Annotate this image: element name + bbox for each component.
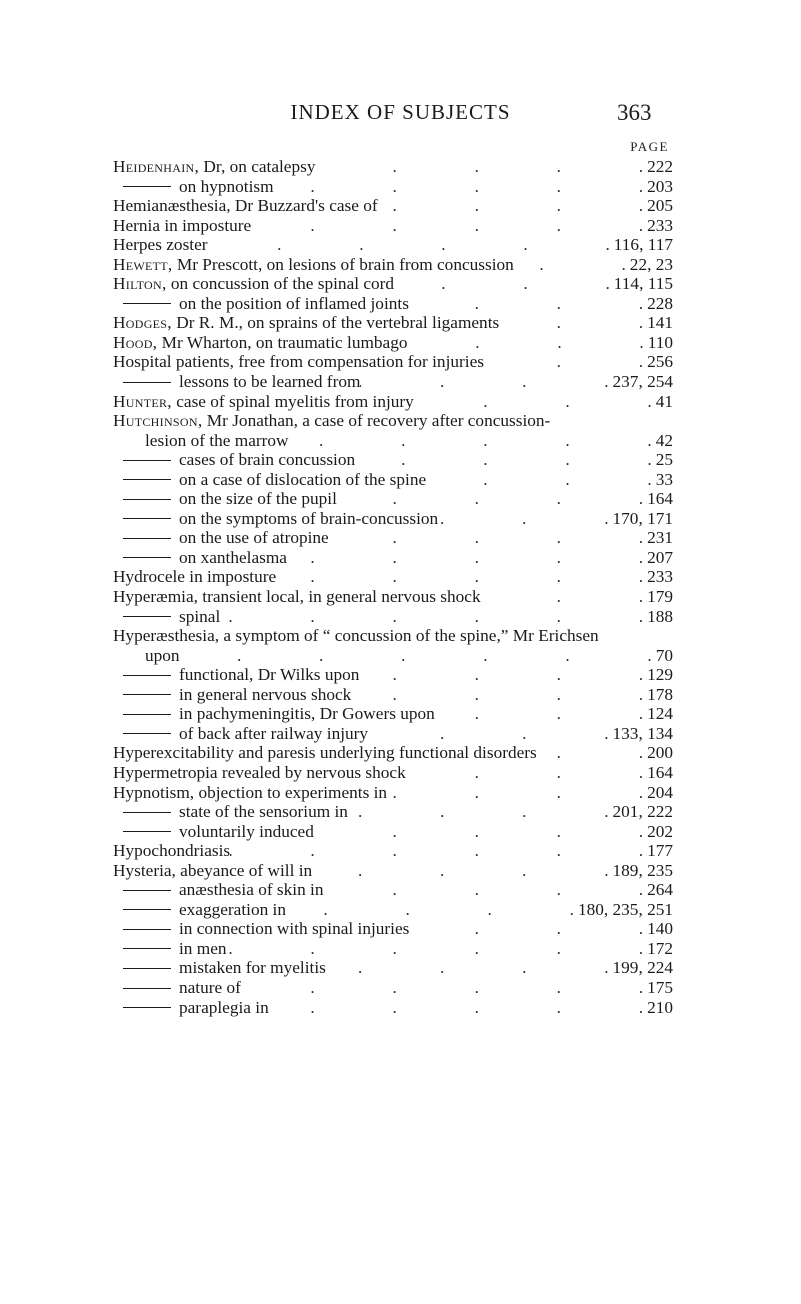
dot-leader (180, 646, 652, 666)
index-entry (113, 861, 673, 881)
entry-description: in pachymeningitis, Dr Gowers upon (179, 704, 435, 724)
dot-leader (408, 333, 644, 353)
dot-leader (323, 880, 643, 900)
entry-description: Hernia in imposture (113, 215, 252, 235)
index-entry (113, 216, 673, 236)
entry-pages: 141 (647, 313, 673, 333)
entry-text (123, 177, 274, 197)
entry-description: Hydrocele in imposture (113, 567, 277, 587)
index-entry (113, 880, 673, 900)
dot-leader (537, 743, 643, 763)
entry-text (113, 352, 484, 372)
index-entry (113, 431, 673, 451)
entry-name: Hutchinson, (113, 411, 203, 431)
entry-text (113, 567, 276, 587)
dot-leader (314, 822, 643, 842)
entry-description: Hyperæsthesia, a symptom of “ concussion of the spine,” Mr Erichsen (113, 626, 599, 646)
entry-pages: 207 (647, 547, 673, 567)
index-entry (113, 724, 673, 744)
ditto-dash (123, 733, 171, 734)
running-header (0, 100, 801, 132)
index-entry (113, 939, 673, 959)
dot-leader (355, 450, 652, 470)
entry-text (113, 587, 481, 607)
index-entry (113, 352, 673, 372)
entry-description: upon (145, 645, 180, 665)
entry-description: Dr R. M., on sprains of the vertebral ligaments (171, 313, 500, 333)
ditto-dash (123, 518, 171, 519)
entry-pages: 116, 117 (613, 235, 673, 255)
entry-pages: 22, 23 (629, 254, 673, 274)
entry-text (113, 841, 230, 861)
entry-text (123, 294, 409, 314)
entry-pages: 124 (647, 704, 673, 724)
ditto-dash (123, 831, 171, 832)
index-entry (113, 685, 673, 705)
index-entry (113, 665, 673, 685)
dot-leader (274, 177, 644, 197)
entry-pages: 199, 224 (612, 958, 673, 978)
index-entry (113, 333, 673, 353)
dot-leader (435, 704, 643, 724)
page-column-heading: PAGE (630, 139, 669, 154)
entry-description: Mr Jonathan, a case of recovery after concussion- (202, 411, 551, 431)
entry-pages: 110 (647, 332, 673, 352)
entry-description: Mr Wharton, on traumatic lumbago (157, 332, 408, 352)
dot-leader (438, 509, 608, 529)
index-entry (113, 587, 673, 607)
entry-pages: 129 (647, 665, 673, 685)
index-entry (113, 294, 673, 314)
ditto-dash (123, 968, 171, 969)
index-entry (113, 255, 673, 275)
ditto-dash (123, 460, 171, 461)
entry-description: case of spinal myelitis from injury (171, 391, 414, 411)
entry-description: Hospital patients, free from compensation for injuries (113, 352, 484, 372)
entry-text (123, 489, 337, 509)
dot-leader (241, 978, 643, 998)
entry-description: on the use of atropine (179, 528, 329, 548)
ditto-dash (123, 909, 171, 910)
index-entry (113, 313, 673, 333)
index-entry (113, 509, 673, 529)
entry-text (123, 822, 314, 842)
entry-description: exaggeration in (179, 899, 287, 919)
index-entry (113, 196, 673, 216)
dot-leader (484, 352, 643, 372)
dot-leader (414, 392, 652, 412)
index-entry (113, 411, 673, 431)
entry-pages: 175 (647, 977, 673, 997)
entry-text (113, 216, 251, 236)
dot-leader (329, 528, 643, 548)
index-entry (113, 157, 673, 177)
entry-list (113, 157, 673, 1017)
index-entry (113, 704, 673, 724)
page-title: INDEX OF SUBJECTS (290, 100, 511, 124)
dot-leader (316, 157, 644, 177)
entry-text (145, 646, 180, 666)
entry-pages: 180, 235, 251 (577, 899, 673, 919)
dot-leader (426, 470, 652, 490)
dot-leader (378, 196, 643, 216)
entry-pages: 178 (647, 684, 673, 704)
entry-name: Hilton, (113, 274, 167, 294)
dot-leader (409, 919, 643, 939)
entry-text (113, 255, 514, 275)
page-number: 363 (617, 100, 652, 125)
ditto-dash (123, 382, 171, 383)
dot-leader (227, 939, 644, 959)
entry-pages: 164 (647, 489, 673, 509)
entry-pages: 114, 115 (613, 274, 673, 294)
index-entry (113, 763, 673, 783)
entry-description: on xanthelasma (179, 547, 287, 567)
dot-leader (359, 665, 643, 685)
dot-leader (360, 372, 608, 392)
dot-leader (208, 235, 610, 255)
dot-leader (406, 763, 643, 783)
dot-leader (499, 313, 643, 333)
entry-text (123, 665, 359, 685)
entry-text (113, 333, 408, 353)
entry-description: nature of (179, 977, 241, 997)
entry-text (123, 450, 355, 470)
entry-description: state of the sensorium in (179, 802, 348, 822)
index-entry (113, 548, 673, 568)
index-entry (113, 235, 673, 255)
entry-description: of back after railway injury (179, 723, 369, 743)
entry-description: on the size of the pupil (179, 489, 337, 509)
index-entry (113, 998, 673, 1018)
index-entry (113, 900, 673, 920)
index-entry (113, 392, 673, 412)
index-entry (113, 489, 673, 509)
entry-text (123, 685, 351, 705)
entry-text (113, 783, 387, 803)
index-entry (113, 274, 673, 294)
index-entry (113, 626, 673, 646)
entry-description: in connection with spinal injuries (179, 919, 410, 939)
entry-pages: 256 (647, 352, 673, 372)
ditto-dash (123, 675, 171, 676)
entry-description: in men (179, 938, 227, 958)
entry-text (113, 313, 499, 333)
entry-text (113, 626, 599, 646)
entry-pages: 201, 222 (612, 802, 673, 822)
entry-text (123, 372, 360, 392)
entry-pages: 70 (655, 645, 673, 665)
entry-pages: 204 (647, 782, 673, 802)
ditto-dash (123, 538, 171, 539)
entry-pages: 210 (647, 997, 673, 1017)
index-entry (113, 743, 673, 763)
dot-leader (409, 294, 643, 314)
entry-text (123, 528, 329, 548)
entry-description: lesion of the marrow (145, 430, 289, 450)
index-entry (113, 470, 673, 490)
entry-text (113, 157, 316, 177)
dot-leader (348, 802, 609, 822)
ditto-dash (123, 694, 171, 695)
dot-leader (481, 587, 643, 607)
entry-name: Hodges, (113, 313, 172, 333)
ditto-dash (123, 988, 171, 989)
entry-pages: 170, 171 (612, 508, 673, 528)
index-entry (113, 372, 673, 392)
entry-text (123, 880, 323, 900)
entry-text (123, 470, 426, 490)
entry-text (113, 392, 414, 412)
entry-description: anæsthesia of skin in (179, 880, 324, 900)
entry-text (113, 861, 312, 881)
entry-pages: 228 (647, 293, 673, 313)
entry-text (123, 919, 409, 939)
index-entry (113, 802, 673, 822)
entry-text (123, 939, 227, 959)
ditto-dash (123, 890, 171, 891)
entry-text (123, 704, 435, 724)
entry-description: Hypochondriasis (113, 841, 231, 861)
index-entry (113, 958, 673, 978)
entry-description: Hysteria, abeyance of will in (113, 860, 313, 880)
entry-pages: 200 (647, 743, 673, 763)
entry-pages: 33 (655, 469, 673, 489)
dot-leader (276, 567, 643, 587)
dot-leader (351, 685, 643, 705)
entry-text (123, 802, 348, 822)
entry-text (113, 274, 394, 294)
entry-description: on the position of inflamed joints (179, 293, 409, 313)
entry-name: Hood, (113, 332, 158, 352)
entry-text (113, 743, 537, 763)
entry-description: voluntarily induced (179, 821, 314, 841)
entry-description: on hypnotism (179, 176, 274, 196)
index-entry (113, 567, 673, 587)
index-entry (113, 528, 673, 548)
dot-leader (394, 274, 610, 294)
dot-leader (251, 216, 643, 236)
index-entry (113, 450, 673, 470)
entry-pages: 140 (647, 919, 673, 939)
entry-text (123, 509, 438, 529)
entry-pages: 222 (647, 157, 673, 176)
entry-description: lessons to be learned from (179, 372, 361, 392)
index-entry (113, 841, 673, 861)
entry-pages: 264 (647, 880, 673, 900)
index-entry (113, 646, 673, 666)
entry-description: mistaken for myelitis (179, 958, 326, 978)
entry-pages: 172 (647, 938, 673, 958)
ditto-dash (123, 714, 171, 715)
dot-leader (368, 724, 608, 744)
entry-pages: 205 (647, 196, 673, 216)
entry-text (113, 235, 208, 255)
entry-description: in general nervous shock (179, 684, 352, 704)
entry-pages: 177 (647, 841, 673, 861)
entry-text (113, 411, 550, 431)
entry-text (123, 607, 220, 627)
entry-pages: 25 (655, 450, 673, 470)
entry-description: on the symptoms of brain-concussion (179, 508, 439, 528)
dot-leader (220, 607, 643, 627)
entry-name: Hunter, (113, 391, 172, 411)
ditto-dash (123, 616, 171, 617)
index-entries (113, 139, 673, 1017)
entry-pages: 41 (655, 391, 673, 411)
entry-description: Hyperexcitability and paresis underlying functional disorders (113, 743, 537, 763)
ditto-dash (123, 1007, 171, 1008)
ditto-dash (123, 812, 171, 813)
dot-leader (514, 255, 626, 275)
entry-description: on concussion of the spinal cord (166, 274, 395, 294)
dot-leader (287, 548, 643, 568)
dot-leader (286, 900, 574, 920)
dot-leader (289, 431, 652, 451)
entry-pages: 233 (647, 567, 673, 587)
dot-leader (337, 489, 643, 509)
entry-description: Hyperæmia, transient local, in general nervous shock (113, 587, 481, 607)
index-entry (113, 177, 673, 197)
entry-description: Hemianæsthesia, Dr Buzzard's case of (113, 196, 378, 216)
entry-description: Hypnotism, objection to experiments in (113, 782, 388, 802)
ditto-dash (123, 948, 171, 949)
index-entry (113, 919, 673, 939)
index-entry (113, 978, 673, 998)
entry-description: Herpes zoster (113, 235, 208, 255)
entry-text (123, 998, 269, 1018)
entry-description: cases of brain concussion (179, 450, 356, 470)
dot-leader (387, 783, 643, 803)
entry-description: on a case of dislocation of the spine (179, 469, 427, 489)
entry-description: paraplegia in (179, 997, 269, 1017)
entry-text (123, 548, 287, 568)
entry-description: functional, Dr Wilks upon (179, 665, 360, 685)
entry-description: spinal (179, 606, 221, 626)
entry-description: Mr Prescott, on lesions of brain from concussion (172, 254, 514, 274)
entry-name: Hewett, (113, 254, 173, 274)
entry-pages: 179 (647, 587, 673, 607)
dot-leader (230, 841, 643, 861)
entry-pages: 233 (647, 215, 673, 235)
ditto-dash (123, 479, 171, 480)
entry-pages: 42 (655, 430, 673, 450)
index-entry (113, 822, 673, 842)
entry-pages: 164 (647, 762, 673, 782)
entry-pages: 237, 254 (612, 372, 673, 392)
entry-pages: 188 (647, 606, 673, 626)
entry-text (113, 763, 406, 783)
entry-name: Heidenhain, (113, 157, 200, 176)
entry-text (123, 978, 241, 998)
dot-leader (312, 861, 608, 881)
entry-pages: 189, 235 (612, 860, 673, 880)
entry-pages: 203 (647, 176, 673, 196)
entry-text (145, 431, 289, 451)
ditto-dash (123, 929, 171, 930)
index-entry (113, 607, 673, 627)
entry-pages: 133, 134 (612, 723, 673, 743)
entry-pages: 202 (647, 821, 673, 841)
dot-leader (326, 958, 609, 978)
entry-description: Hypermetropia revealed by nervous shock (113, 762, 406, 782)
entry-text (123, 900, 286, 920)
entry-description: Dr, on catalepsy (199, 157, 316, 176)
entry-text (123, 724, 368, 744)
ditto-dash (123, 303, 171, 304)
ditto-dash (123, 557, 171, 558)
entry-pages: 231 (647, 528, 673, 548)
ditto-dash (123, 186, 171, 187)
entry-text (123, 958, 326, 978)
index-entry (113, 783, 673, 803)
ditto-dash (123, 499, 171, 500)
entry-text (113, 196, 378, 216)
dot-leader (269, 998, 643, 1018)
